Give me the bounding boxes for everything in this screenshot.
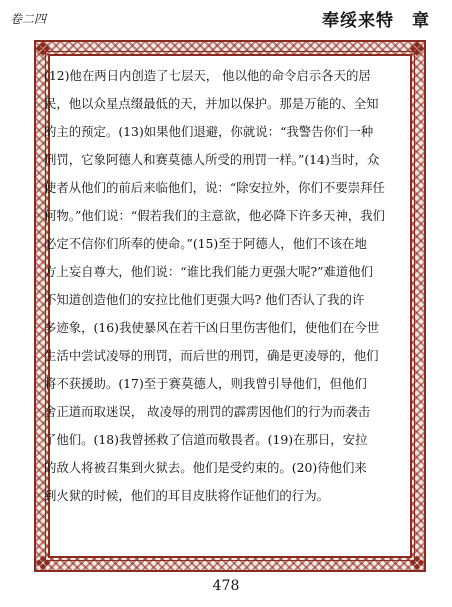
text-line: 民，他以众星点缀最低的天，并加以保护。那是万能的、全知 (44, 96, 379, 111)
volume-label: 卷二四 (10, 12, 47, 26)
text-line: (12)他在两日内创造了七层天， 他以他的命令启示各天的居 (44, 68, 371, 83)
body-text (44, 62, 386, 510)
text-line: 的敌人将被召集到火狱去。他们是受约束的。(20)待他们来 (44, 460, 367, 475)
text-line: 多迹象，(16)我使暴风在若干凶日里伤害他们，使他们在今世 (44, 320, 380, 335)
text-line: 了他们。(18)我曾拯救了信道而敬畏者。(19)在那日，安拉 (44, 432, 368, 447)
corner-ornament-icon: ❖ (34, 551, 52, 575)
corner-ornament-icon: ❖ (408, 37, 426, 61)
text-line: 不知道创造他们的安拉比他们更强大吗? 他们否认了我的许 (44, 292, 365, 307)
text-line: 必定不信你们所奉的使命。”(15)至于阿德人，他们不该在地 (44, 236, 367, 251)
text-line: 到火狱的时候，他们的耳目皮肤将作证他们的行为。 (44, 488, 329, 503)
text-line: 使者从他们的前后来临他们，说：“除安拉外，你们不要崇拜任 (44, 180, 385, 195)
corner-ornament-icon: ❖ (34, 37, 52, 61)
corner-ornament-icon: ❖ (408, 551, 426, 575)
page-number: 478 (212, 578, 240, 594)
text-line: 的主的预定。(13)如果他们退避，你就说：“我警告你们一种 (44, 124, 374, 139)
text-line: 舍正道而取迷误， 故凌辱的刑罚的霹雳因他们的行为而袭击 (44, 404, 371, 419)
text-line: 方上妄自尊大，他们说：“谁比我们能力更强大呢?”难道他们 (44, 264, 374, 279)
text-line: 将不获援助。(17)至于赛莫德人，则我曾引导他们，但他们 (44, 376, 367, 391)
running-header (0, 6, 452, 32)
text-line: 刑罚，它象阿德人和赛莫德人所受的刑罚一样。”(14)当时，众 (44, 152, 380, 167)
text-line: 生活中尝试凌辱的刑罚，而后世的刑罚，确是更凌辱的，他们 (44, 348, 379, 363)
chapter-title: 奉绥来特 章 (322, 11, 430, 31)
text-line: 何物。”他们说：“假若我们的主意欲，他必降下许多天神，我们 (44, 208, 386, 223)
